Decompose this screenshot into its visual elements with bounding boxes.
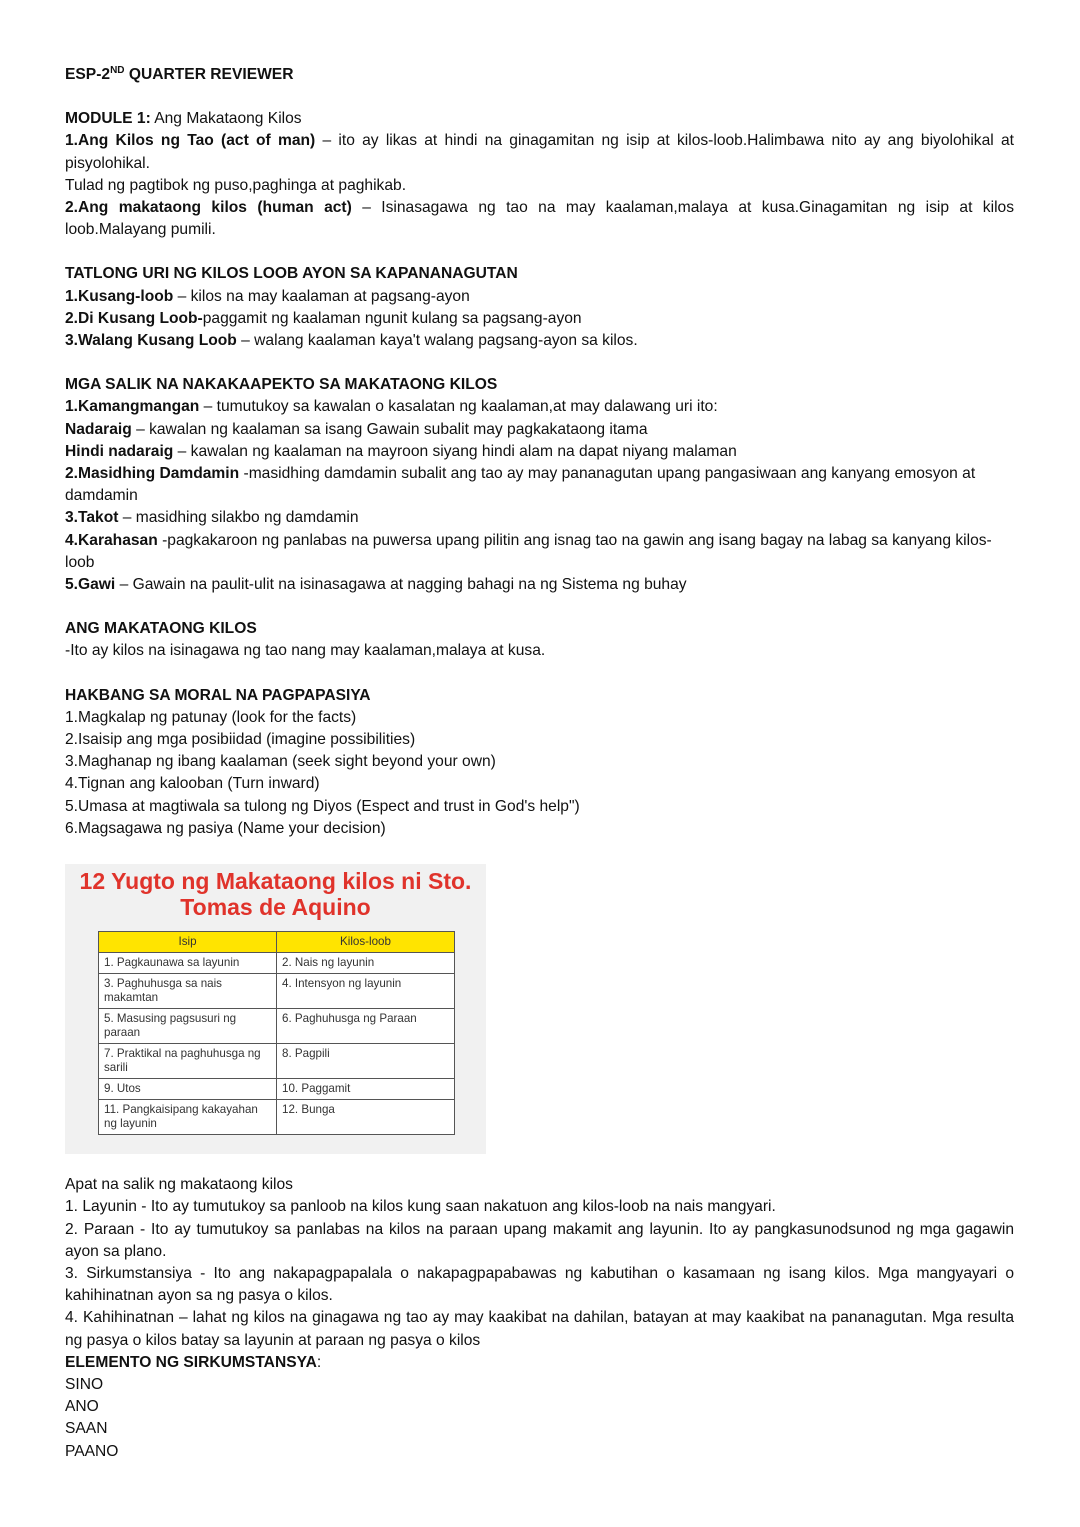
list-item: 4.Tignan ang kalooban (Turn inward) — [65, 775, 320, 793]
list-item: 3. Sirkumstansiya - Ito ang nakapagpapalala o nakapagpapabawas ng kabutihan o kasamaan ng isang kilos. Mga mangyayari o kahihinatnan ayon sa ng pasya o kilos. — [65, 1264, 1014, 1305]
column-header-isip: Isip — [99, 932, 277, 953]
table-cell: 10. Paggamit — [277, 1079, 455, 1100]
table-cell: 1. Pagkaunawa sa layunin — [99, 953, 277, 974]
figure-title-line: 12 Yugto ng Makataong kilos ni Sto. — [79, 868, 472, 895]
list-item: SAAN — [65, 1420, 108, 1438]
yugto-figure — [65, 864, 486, 1154]
list-item: 2.Masidhing Damdamin -masidhing damdamin subalit ang tao ay may pananagutan upang pangasiwaan ang kanyang emosyon at damdamin — [65, 465, 976, 505]
list-item: 2. Paraan - Ito ay tumutukoy sa panlabas na kilos na paraan upang makamit ang layunin. Ito ay pangkasunodsunod ng mga gagawin ayon sa plano. — [65, 1220, 1014, 1260]
list-item: 5.Gawi – Gawain na paulit-ulit na isinasagawa at nagging bahagi na ng Sistema ng buhay — [65, 576, 687, 594]
list-item: Hindi nadaraig – kawalan ng kaalaman na mayroon siyang hindi alam na dapat niyang malaman — [65, 442, 737, 460]
table-cell: 5. Masusing pagsusuri ng paraan — [99, 1009, 277, 1044]
list-item: 5.Umasa at magtiwala sa tulong ng Diyos (Espect and trust in God's help") — [65, 797, 580, 815]
table-cell: 8. Pagpili — [277, 1044, 455, 1079]
table-row — [99, 1079, 455, 1100]
act-of-man-example: Tulad ng pagtibok ng puso,paghinga at paghikab. — [65, 176, 407, 194]
table-cell: 4. Intensyon ng layunin — [277, 974, 455, 1009]
list-item: Nadaraig – kawalan ng kaalaman sa isang Gawain subalit may pagkakataong itama — [65, 420, 648, 438]
list-item: 3.Walang Kusang Loob – walang kaalaman kaya't walang pagsang-ayon sa kilos. — [65, 332, 638, 350]
table-cell: 7. Praktikal na paghuhusga ng sarili — [99, 1044, 277, 1079]
table-row — [99, 974, 455, 1009]
yugto-table — [98, 931, 455, 1135]
section-heading-elemento: ELEMENTO NG SIRKUMSTANSYA: — [65, 1353, 322, 1371]
list-item: 1.Kusang-loob – kilos na may kaalaman at pagsang-ayon — [65, 287, 470, 305]
list-item: 4.Karahasan -pagkakaroon ng panlabas na puwersa upang pilitin ang isnag tao na gawin ang isang bagay na labag sa kanyang kilos-loob — [65, 531, 992, 571]
table-row — [99, 1100, 455, 1135]
table-cell: 9. Utos — [99, 1079, 277, 1100]
table-cell: 11. Pangkaisipang kakayahan ng layunin — [99, 1100, 277, 1135]
makataong-kilos-definition: -Ito ay kilos na isinagawa ng tao nang may kaalaman,malaya at kusa. — [65, 642, 546, 660]
list-item: 6.Magsagawa ng pasiya (Name your decision) — [65, 819, 386, 837]
table-row — [99, 953, 455, 974]
section-heading-tatlong-uri: TATLONG URI NG KILOS LOOB AYON SA KAPANANAGUTAN — [65, 265, 518, 283]
list-item: 1. Layunin - Ito ay tumutukoy sa panloob na kilos kung saan nakatuon ang kilos-loob na nais mangyari. — [65, 1198, 776, 1216]
table-row — [99, 1009, 455, 1044]
column-header-kilos-loob: Kilos-loob — [277, 932, 455, 953]
list-item: 1.Kamangmangan – tumutukoy sa kawalan o kasalatan ng kaalaman,at may dalawang uri ito: — [65, 398, 718, 416]
list-item: PAANO — [65, 1442, 119, 1460]
section-heading-makataong-kilos: ANG MAKATAONG KILOS — [65, 620, 257, 638]
list-item: 2.Isaisip ang mga posibiidad (imagine possibilities) — [65, 731, 416, 749]
table-cell: 2. Nais ng layunin — [277, 953, 455, 974]
table-cell: 6. Paghuhusga ng Paraan — [277, 1009, 455, 1044]
table-cell: 12. Bunga — [277, 1100, 455, 1135]
table-row — [99, 1044, 455, 1079]
section-heading-apat-na-salik: Apat na salik ng makataong kilos — [65, 1176, 293, 1194]
human-act-definition: 2.Ang makataong kilos (human act) – Isinasagawa ng tao na may kaalaman,malaya at kusa.Ginagamitan ng isip at kilos loob.Malayang pumili. — [65, 199, 1015, 239]
document-page — [65, 64, 1014, 1463]
section-heading-hakbang: HAKBANG SA MORAL NA PAGPAPASIYA — [65, 686, 371, 704]
table-header-row — [99, 932, 455, 953]
list-item: SINO — [65, 1375, 104, 1393]
list-item: 4. Kahihinatnan – lahat ng kilos na ginagawa ng tao ay may kaakibat na dahilan, batayan at may kaakibat na pananagutan. Mga resulta ng pasya o kilos batay sa layunin at paraan ng pasya o kilos — [65, 1309, 1014, 1349]
list-item: ANO — [65, 1398, 99, 1416]
list-item: 3.Maghanap ng ibang kaalaman (seek sight beyond your own) — [65, 753, 496, 771]
module-heading: MODULE 1: Ang Makataong Kilos — [65, 110, 302, 128]
document-title: ESP-2ND QUARTER REVIEWER — [65, 65, 294, 83]
figure-title-line: Tomas de Aquino — [180, 894, 371, 921]
list-item: 2.Di Kusang Loob-paggamit ng kaalaman ngunit kulang sa pagsang-ayon — [65, 309, 582, 327]
table-cell: 3. Paghuhusga sa nais makamtan — [99, 974, 277, 1009]
list-item: 3.Takot – masidhing silakbo ng damdamin — [65, 509, 359, 527]
list-item: 1.Magkalap ng patunay (look for the facts) — [65, 708, 357, 726]
figure-title — [65, 868, 486, 920]
section-heading-salik: MGA SALIK NA NAKAKAAPEKTO SA MAKATAONG KILOS — [65, 376, 498, 394]
act-of-man-definition: 1.Ang Kilos ng Tao (act of man) – ito ay likas at hindi na ginagamitan ng isip at kilos-loob.Halimbawa nito ay ang biyolohikal at pisyolohikal. — [65, 132, 1014, 172]
